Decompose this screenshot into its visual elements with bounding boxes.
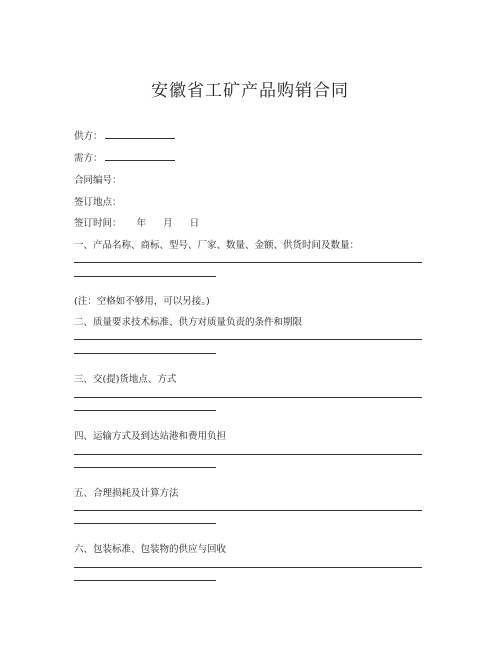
section-heading-6: 六、包装标准、包装物的供应与回收 [74,544,227,555]
fill-line[interactable] [74,567,422,568]
section-heading-1: 一、产品名称、商标、型号、厂家、数量、金额、供货时间及数量： [74,240,360,251]
page-title: 安徽省工矿产品购销合同 [151,81,349,101]
signing-place-row [74,194,122,208]
fill-line[interactable] [74,523,216,524]
section-heading-2: 二、质量要求技术标准、供方对质量负责的条件和期限 [74,317,303,328]
fill-line[interactable] [74,410,216,411]
fill-line[interactable] [74,353,216,354]
contract-no-label: 合同编号： [74,175,122,186]
note-text: (注：空格如不够用，可以另接。) [74,296,210,307]
buyer-row [74,150,175,164]
fill-line[interactable] [74,262,422,263]
section-heading-4: 四、运输方式及到达站港和费用负担 [74,431,227,442]
date-day: 日 [189,218,200,229]
supplier-row [74,128,175,142]
fill-line[interactable] [74,467,216,468]
buyer-label: 需方： [74,153,103,164]
date-month: 月 [163,218,173,229]
supplier-blank[interactable] [105,129,175,139]
section-heading-3: 三、交(提)货地点、方式 [74,374,177,385]
date-year: 年 [136,218,147,229]
buyer-blank[interactable] [105,151,175,161]
fill-line[interactable] [74,510,422,511]
fill-line[interactable] [74,339,422,340]
signing-time-label: 签订时间： [74,218,122,229]
fill-line[interactable] [74,454,422,455]
section-heading-5: 五、合理损耗及计算方法 [74,488,179,499]
signing-place-label: 签订地点： [74,197,122,208]
signing-time-row [74,215,199,229]
fill-line[interactable] [74,397,422,398]
fill-line[interactable] [74,580,216,581]
fill-line[interactable] [74,276,216,277]
supplier-label: 供方： [74,131,103,142]
contract-no-row [74,172,122,186]
